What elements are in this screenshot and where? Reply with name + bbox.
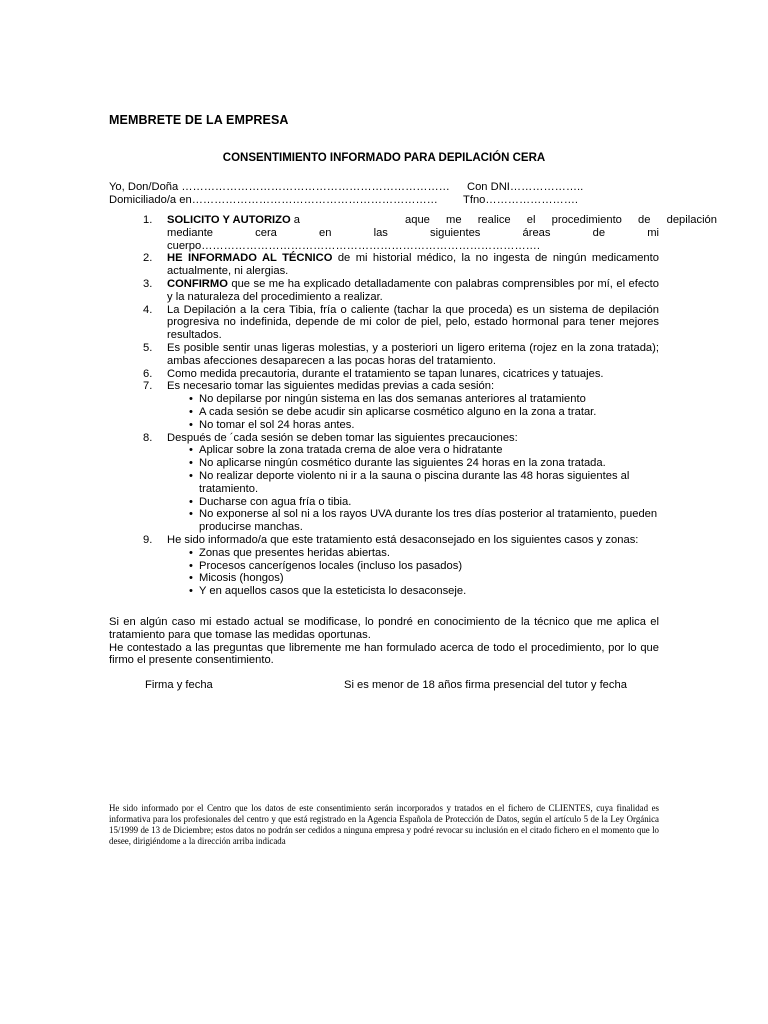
item-bold-text: CONFIRMO	[167, 277, 228, 290]
item-text	[167, 278, 659, 304]
letterhead: MEMBRETE DE LA EMPRESA	[109, 113, 289, 127]
bullet-icon: •	[189, 559, 193, 572]
item-number: 7.	[143, 380, 153, 393]
item-text	[167, 214, 717, 252]
bullet-list	[167, 393, 659, 431]
consent-item-6	[109, 368, 659, 381]
item-text-part: mediante cera en las siguientes áreas de mi	[167, 226, 659, 239]
item-text-part: cuerpo……………………………………………………………………………….	[167, 239, 540, 252]
item-text: Después de ´cada sesión se deben tomar las siguientes precauciones:	[167, 431, 518, 444]
consent-item-9	[109, 534, 659, 598]
bullet-text: Ducharse con agua fría o tibia.	[199, 495, 352, 508]
list-item	[167, 470, 659, 496]
closing-paragraph-2: He contestado a las preguntas que libremente me han formulado acerca de todo el procedimiento, por lo que firmo el presente consentimiento.	[109, 641, 659, 667]
bullet-text: No exponerse al sol ni a los rayos UVA durante los tres días posterior al tratamiento, pueden producirse manchas.	[199, 508, 658, 534]
bullet-icon: •	[189, 469, 193, 482]
list-item	[167, 572, 659, 585]
bullet-list	[167, 444, 659, 534]
list-item	[167, 393, 659, 406]
bullet-icon: •	[189, 405, 193, 418]
item-number: 6.	[143, 367, 153, 380]
consent-item-4	[109, 304, 659, 342]
item-number: 2.	[143, 252, 153, 265]
bullet-text: A cada sesión se debe acudir sin aplicarse cosmético alguno en la zona a tratar.	[199, 405, 597, 418]
consent-item-2	[109, 252, 659, 278]
consent-item-3	[109, 278, 659, 304]
bullet-icon: •	[189, 572, 193, 585]
guardian-signature-label: Si es menor de 18 años firma presencial del tutor y fecha	[344, 679, 627, 691]
item-text: Es necesario tomar las siguientes medidas previas a cada sesión:	[167, 380, 495, 393]
item-text: He sido informado/a que este tratamiento está desaconsejado en los siguientes casos y zonas:	[167, 533, 639, 546]
closing-statement	[109, 616, 659, 667]
bullet-text: No tomar el sol 24 horas antes.	[199, 418, 355, 431]
document-title: CONSENTIMIENTO INFORMADO PARA DEPILACIÓN CERA	[222, 152, 546, 164]
bullet-icon: •	[189, 585, 193, 598]
item-text	[167, 252, 659, 278]
item-number: 5.	[143, 341, 153, 354]
item-bold-text: SOLICITO Y AUTORIZO	[167, 214, 291, 226]
consent-item-1	[109, 214, 717, 252]
bullet-text: Procesos cancerígenos locales (incluso los pasados)	[199, 559, 463, 572]
dni-field: Con DNI………………..	[467, 181, 584, 193]
item-text: La Depilación a la cera Tibia, fría o caliente (tachar la que proceda) es un sistema de depilación progresiva no indefinida, depende de mi color de piel, pelo, estado hormonal para tener mejores resultados.	[167, 303, 659, 342]
data-protection-text: He sido informado por el Centro que los datos de este consentimiento serán incorporados y tratados en el fichero de CLIENTES, cuya finalidad es informativa para los profesionales del centro y que está registrado en la Agencia Española de Protección de Datos, según el artículo 5 de la Ley Orgánica 15/1999 de 13 de Diciembre; estos datos no podrán ser cedidos a ninguna empresa y podré revocar su inclusión en el citado fichero en el momento que lo desee, dirigiéndome a la dirección arriba indicada	[109, 803, 659, 846]
list-item	[167, 457, 659, 470]
list-item	[167, 419, 659, 432]
signature-label: Firma y fecha	[145, 679, 213, 691]
bullet-icon: •	[189, 393, 193, 406]
closing-paragraph-1: Si en algún caso mi estado actual se modificase, lo pondré en conocimiento de la técnico que me aplica el tratamiento para que tomase las medidas oportunas.	[109, 616, 659, 641]
bullet-icon: •	[189, 418, 193, 431]
bullet-text: No realizar deporte violento ni ir a la sauna o piscina durante las 48 horas siguientes al tratamiento.	[199, 469, 630, 495]
consent-list	[109, 214, 717, 598]
bullet-text: No depilarse por ningún sistema en las dos semanas anteriores al tratamiento	[199, 393, 586, 406]
bullet-icon: •	[189, 457, 193, 470]
consent-item-5	[109, 342, 659, 368]
phone-field: Tfno…………………….	[463, 194, 578, 206]
item-bold-text: HE INFORMADO AL TÉCNICO	[167, 252, 333, 265]
list-item	[167, 406, 659, 419]
name-field-row	[109, 181, 584, 194]
list-item	[167, 560, 659, 573]
address-field: Domiciliado/a en…………………………………………………………	[109, 194, 438, 206]
bullet-icon: •	[189, 546, 193, 559]
list-item	[167, 444, 659, 457]
item-number: 8.	[143, 431, 153, 444]
item-number: 9.	[143, 533, 153, 546]
item-text: Es posible sentir unas ligeras molestias, y a posteriori un ligero eritema (rojez en la zona tratada); ambas afecciones desaparecen a las pocas horas del tratamiento.	[167, 341, 659, 367]
list-item	[167, 508, 659, 534]
bullet-list	[167, 547, 659, 598]
item-text: Como medida precautoria, durante el tratamiento se tapan lunares, cicatrices y tatuajes.	[167, 367, 604, 380]
item-text-part: aque me realice el procedimiento de depilación	[405, 214, 717, 226]
bullet-text: No aplicarse ningún cosmético durante las siguientes 24 horas en la zona tratada.	[199, 457, 606, 470]
item-number: 3.	[143, 277, 153, 290]
list-item	[167, 547, 659, 560]
bullet-icon: •	[189, 495, 193, 508]
bullet-text: Aplicar sobre la zona tratada crema de aloe vera o hidratante	[199, 444, 503, 457]
data-protection-notice	[109, 803, 659, 847]
item-text-part: de mi historial médico, la no ingesta de ningún medicamento actualmente, ni alergias.	[167, 252, 659, 278]
name-field: Yo, Don/Doña ………………………………………………………………	[109, 181, 450, 193]
item-text-part: a	[290, 214, 301, 226]
item-number: 1.	[143, 214, 153, 226]
bullet-text: Y en aquellos casos que la esteticista lo desaconseje.	[199, 585, 467, 598]
bullet-text: Micosis (hongos)	[199, 572, 284, 585]
list-item	[167, 585, 659, 598]
item-text-part: que se me ha explicado detalladamente con palabras comprensibles por mí, el efecto y la naturaleza del procedimiento a realizar.	[167, 277, 659, 303]
address-field-row	[109, 194, 578, 207]
list-item	[167, 496, 659, 509]
bullet-icon: •	[189, 508, 193, 521]
bullet-icon: •	[189, 444, 193, 457]
consent-item-7	[109, 380, 659, 431]
consent-item-8	[109, 432, 659, 534]
item-number: 4.	[143, 303, 153, 316]
bullet-text: Zonas que presentes heridas abiertas.	[199, 546, 390, 559]
